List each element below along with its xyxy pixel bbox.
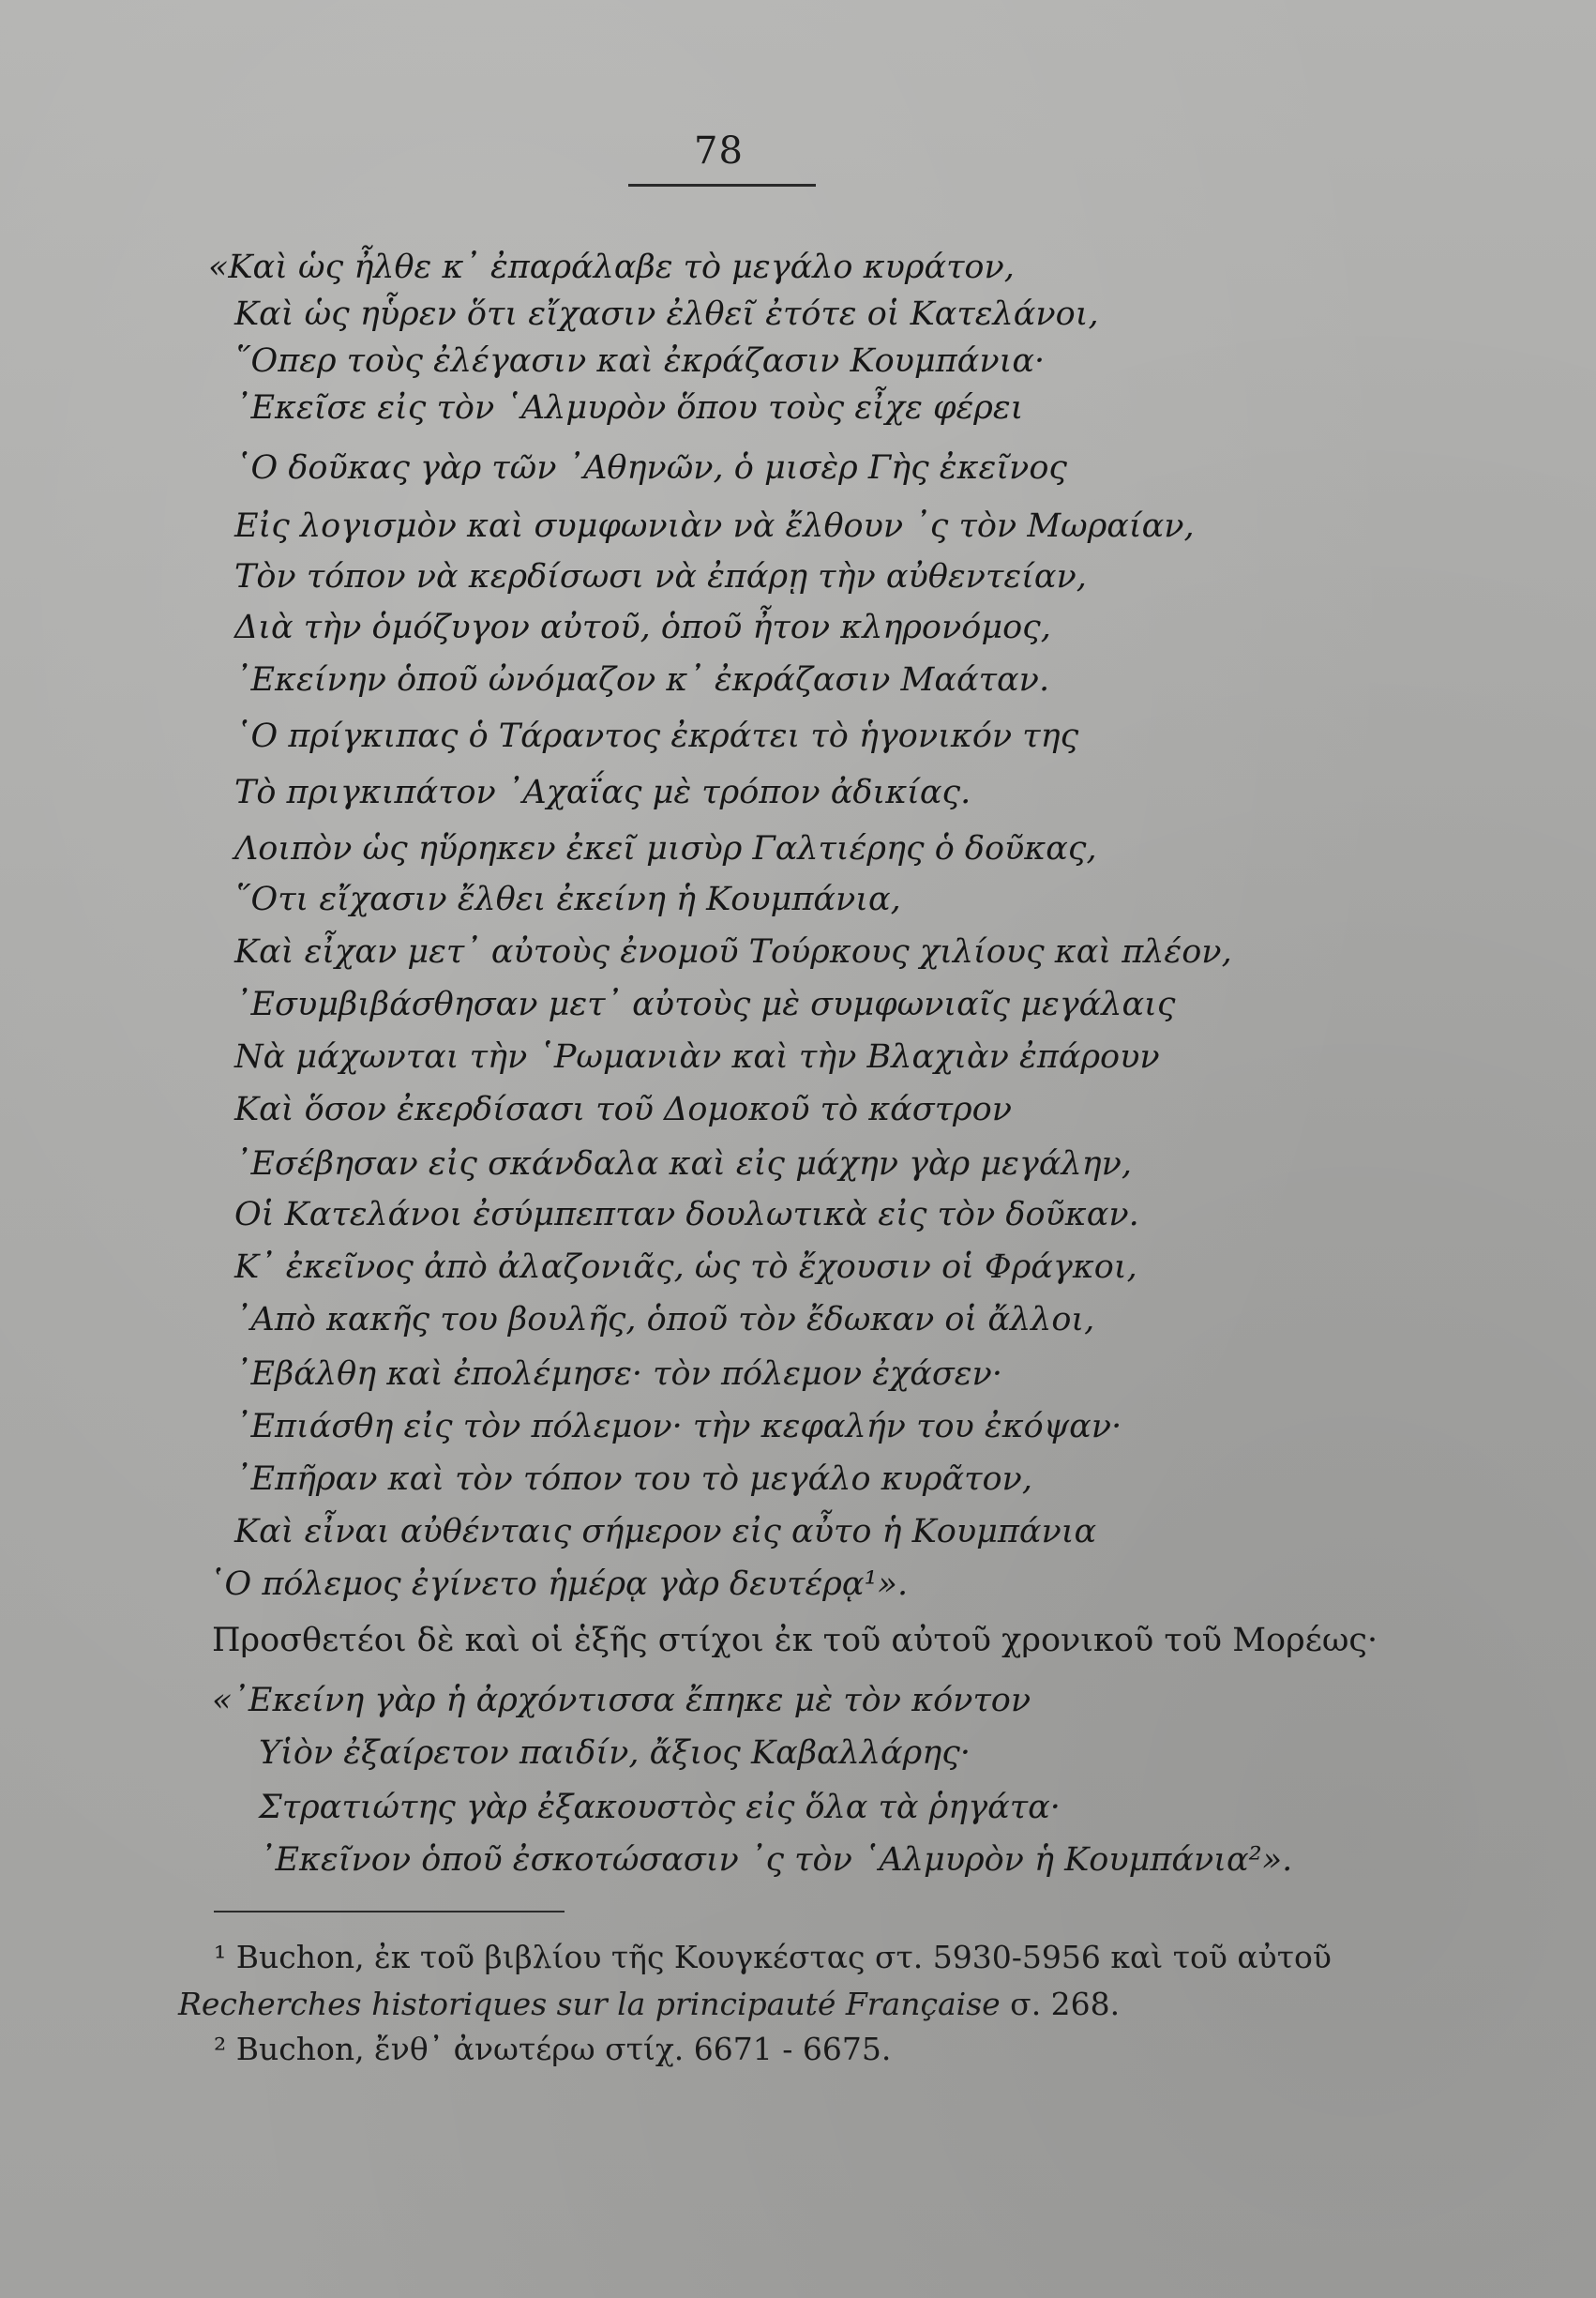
verse-line: Καὶ ὅσον ἐκερδίσασι τοῦ Δομοκοῦ τὸ κάστρον <box>234 1091 1012 1128</box>
verse-line: ᾽Επῆραν καὶ τὸν τόπον του τὸ μεγάλο κυρᾶτον, <box>234 1460 1032 1498</box>
verse-line: ῾Ο πρίγκιπας ὁ Τάραντος ἐκράτει τὸ ἡγονικόν της <box>234 718 1079 755</box>
verse-line: Υἱὸν ἐξαίρετον παιδίν, ἄξιος Καβαλλάρης· <box>259 1734 971 1772</box>
footnote-separator <box>214 1911 565 1912</box>
verse-line: ᾽Εκεῖνον ὁποῦ ἐσκοτώσασιν ᾽ς τὸν ῾Αλμυρὸν ἡ Κουμπάνια²». <box>259 1841 1293 1879</box>
verse-line: Καὶ ὡς ηὗρεν ὅτι εἴχασιν ἐλθεῖ ἐτότε οἱ Κατελάνοι, <box>234 295 1099 333</box>
verse-line: ᾽Εκείνην ὁποῦ ὠνόμαζον κ᾽ ἐκράζασιν Μαάταν. <box>234 661 1050 699</box>
verse-line: ᾽Επιάσθη εἰς τὸν πόλεμον· τὴν κεφαλήν του ἐκόψαν· <box>234 1408 1122 1445</box>
verse-line: ᾽Εσυμβιβάσθησαν μετ᾽ αὐτοὺς μὲ συμφωνιαῖς μεγάλαις <box>234 986 1176 1023</box>
footnote-1-page-ref: σ. 268. <box>1000 1986 1121 2022</box>
prose-line: Προσθετέοι δὲ καὶ οἱ ἑξῆς στίχοι ἐκ τοῦ αὐτοῦ χρονικοῦ τοῦ Μορέως· <box>212 1622 1378 1659</box>
verse-line: Τὸν τόπον νὰ κερδίσωσι νὰ ἐπάρῃ τὴν αὐθεντείαν, <box>234 558 1087 596</box>
verse-line: Νὰ μάχωνται τὴν ῾Ρωμανιὰν καὶ τὴν Βλαχιὰν ἐπάρουν <box>234 1038 1160 1076</box>
footnote-1-line-2 <box>178 1986 1121 2022</box>
verse-line: ῞Οπερ τοὺς ἐλέγασιν καὶ ἐκράζασιν Κουμπάνια· <box>234 342 1046 380</box>
verse-line: ᾽Απὸ κακῆς του βουλῆς, ὁποῦ τὸν ἔδωκαν οἱ ἄλλοι, <box>234 1301 1095 1338</box>
verse-line: Στρατιώτης γὰρ ἐξακουστὸς εἰς ὅλα τὰ ῥηγάτα· <box>259 1789 1061 1826</box>
verse-line: Καὶ εἶχαν μετ᾽ αὐτοὺς ἐνομοῦ Τούρκους χιλίους καὶ πλέον, <box>234 933 1232 971</box>
verse-line: ᾽Εβάλθη καὶ ἐπολέμησε· τὸν πόλεμον ἐχάσεν· <box>234 1355 1002 1393</box>
verse-line: Λοιπὸν ὡς ηὕρηκεν ἐκεῖ μισὺρ Γαλτιέρης ὁ δοῦκας, <box>234 830 1097 868</box>
footnote-2: ² Buchon, ἔνθ᾽ ἀνωτέρω στίχ. 6671 - 6675. <box>214 2031 892 2067</box>
footnote-1-book-title: Recherches historiques sur la principauté Française <box>178 1986 1001 2022</box>
verse-line: Διὰ τὴν ὁμόζυγον αὐτοῦ, ὁποῦ ἦτον κληρονόμος, <box>234 609 1051 646</box>
verse-line: Κ᾽ ἐκεῖνος ἀπὸ ἀλαζονιᾶς, ὡς τὸ ἔχουσιν οἱ Φράγκοι, <box>234 1248 1137 1286</box>
verse-line: ῾Ο πόλεμος ἐγίνετο ἡμέρᾳ γὰρ δευτέρᾳ¹». <box>208 1565 909 1603</box>
verse-line: ᾽Εσέβησαν εἰς σκάνδαλα καὶ εἰς μάχην γὰρ μεγάλην, <box>234 1145 1133 1183</box>
footnote-1-line-1: ¹ Buchon, ἐκ τοῦ βιβλίου τῆς Κουγκέστας στ. 5930-5956 καὶ τοῦ αὐτοῦ <box>214 1939 1332 1975</box>
page-number-rule <box>628 184 816 187</box>
verse-line: Καὶ εἶναι αὐθένταις σήμερον εἰς αὖτο ἡ Κουμπάνια <box>234 1513 1097 1550</box>
verse-line: ῞Οτι εἴχασιν ἔλθει ἐκείνη ἡ Κουμπάνια, <box>234 881 901 918</box>
verse-line: Τὸ πριγκιπάτον ᾽Αχαΐας μὲ τρόπον ἀδικίας. <box>234 774 971 811</box>
page-number: 78 <box>694 129 744 173</box>
verse-line: Εἰς λογισμὸν καὶ συμφωνιὰν νὰ ἔλθουν ᾽ς τὸν Μωραίαν, <box>234 507 1195 545</box>
verse-line: ᾽Εκεῖσε εἰς τὸν ῾Αλμυρὸν ὅπου τοὺς εἶχε φέρει <box>234 389 1024 427</box>
verse-line: «Καὶ ὡς ἦλθε κ᾽ ἐπαράλαβε τὸ μεγάλο κυράτον, <box>208 249 1015 286</box>
verse-line: Οἱ Κατελάνοι ἐσύμπεπταν δουλωτικὰ εἰς τὸν δοῦκαν. <box>234 1196 1139 1233</box>
verse-line: ῾Ο δοῦκας γὰρ τῶν ᾽Αθηνῶν, ὁ μισὲρ Γὴς ἐκεῖνος <box>234 449 1067 487</box>
verse-line: «᾽Εκείνη γὰρ ἡ ἀρχόντισσα ἔπηκε μὲ τὸν κόντον <box>212 1682 1031 1719</box>
